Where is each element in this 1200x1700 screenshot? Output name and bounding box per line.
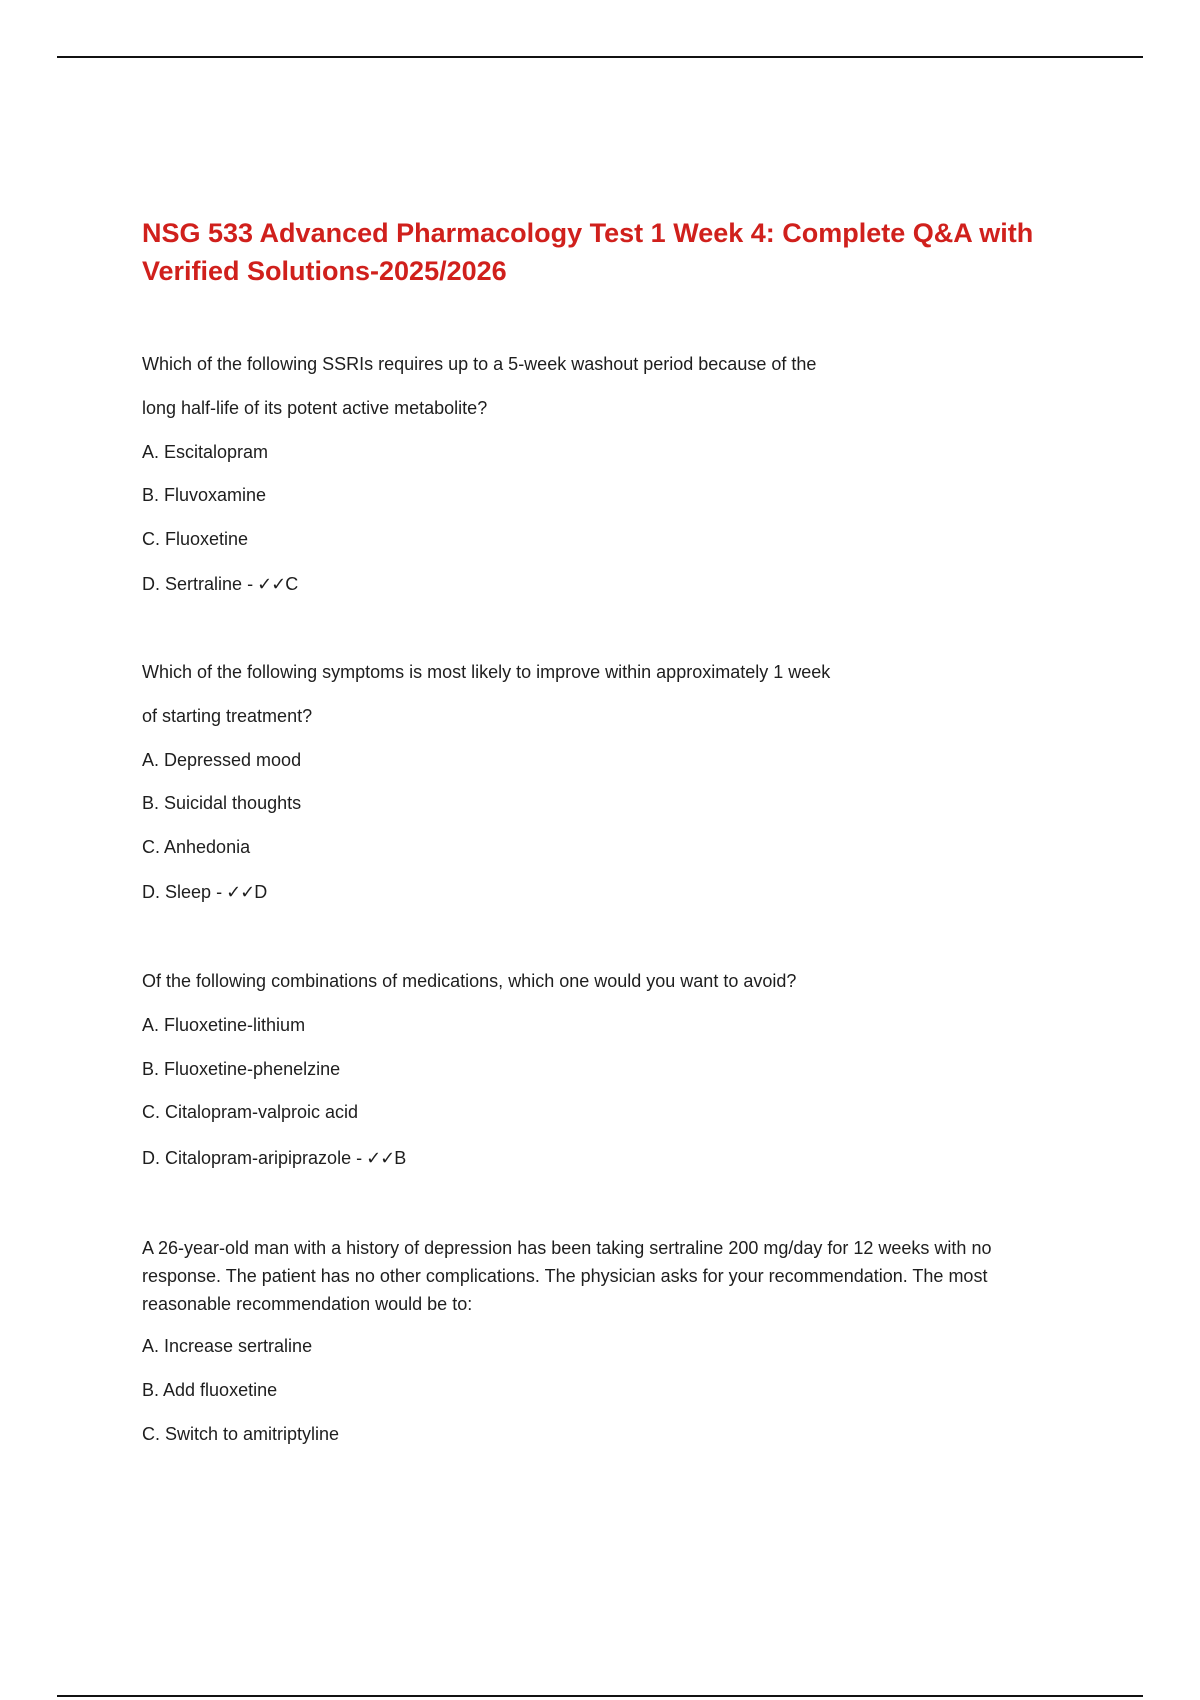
question-3-option-d-with-answer: [142, 1145, 406, 1171]
checkmark-icon: ✓✓: [226, 882, 255, 903]
question-3-option-c: C. Citalopram-valproic acid: [142, 1102, 359, 1122]
question-1-stem-line-2: long half-life of its potent active metabolite?: [142, 398, 488, 418]
question-1-option-b: B. Fluvoxamine: [142, 485, 267, 505]
question-1-option-a: A. Escitalopram: [142, 442, 269, 462]
question-3-answer: B: [394, 1148, 407, 1168]
checkmark-icon: ✓✓: [366, 1148, 395, 1169]
question-4-option-b: B. Add fluoxetine: [142, 1380, 278, 1400]
header-rule: [57, 56, 1143, 58]
document-title: NSG 533 Advanced Pharmacology Test 1 Week 4: Complete Q&A with Verified Solutions-2025/2026: [142, 218, 1034, 286]
question-4-option-c: C. Switch to amitriptyline: [142, 1424, 340, 1444]
footer-rule: [57, 1695, 1143, 1697]
question-3-stem-line-1: Of the following combinations of medications, which one would you want to avoid?: [142, 971, 797, 991]
answer-separator: -: [216, 882, 223, 902]
question-1-stem-line-1: Which of the following SSRIs requires up to a 5-week washout period because of the: [142, 354, 817, 374]
question-4-stem: A 26-year-old man with a history of depression has been taking sertraline 200 mg/day for 12 weeks with no response. The patient has no other complications. The physician asks for your recommendation. The most reasonable recommendation would be to:: [142, 1238, 992, 1314]
question-2-stem-line-1: Which of the following symptoms is most likely to improve within approximately 1 week: [142, 662, 831, 682]
question-2-option-a: A. Depressed mood: [142, 750, 302, 770]
question-1-option-c: C. Fluoxetine: [142, 529, 249, 549]
question-3-option-d: D. Citalopram-aripiprazole: [142, 1148, 352, 1168]
question-3-option-a: A. Fluoxetine-lithium: [142, 1015, 306, 1035]
question-3-option-b: B. Fluoxetine-phenelzine: [142, 1059, 341, 1079]
answer-separator: -: [356, 1148, 363, 1168]
question-1-answer: C: [285, 574, 299, 594]
question-2-option-d-with-answer: [142, 879, 267, 905]
question-2-stem-line-2: of starting treatment?: [142, 706, 313, 726]
question-4-option-a: A. Increase sertraline: [142, 1336, 313, 1356]
question-1-option-d-with-answer: [142, 571, 298, 597]
question-2-answer: D: [254, 882, 268, 902]
question-2-option-d: D. Sleep: [142, 882, 212, 902]
question-2-option-b: B. Suicidal thoughts: [142, 793, 302, 813]
question-1-option-d: D. Sertraline: [142, 574, 243, 594]
answer-separator: -: [247, 574, 254, 594]
question-2-option-c: C. Anhedonia: [142, 837, 251, 857]
checkmark-icon: ✓✓: [257, 574, 286, 595]
